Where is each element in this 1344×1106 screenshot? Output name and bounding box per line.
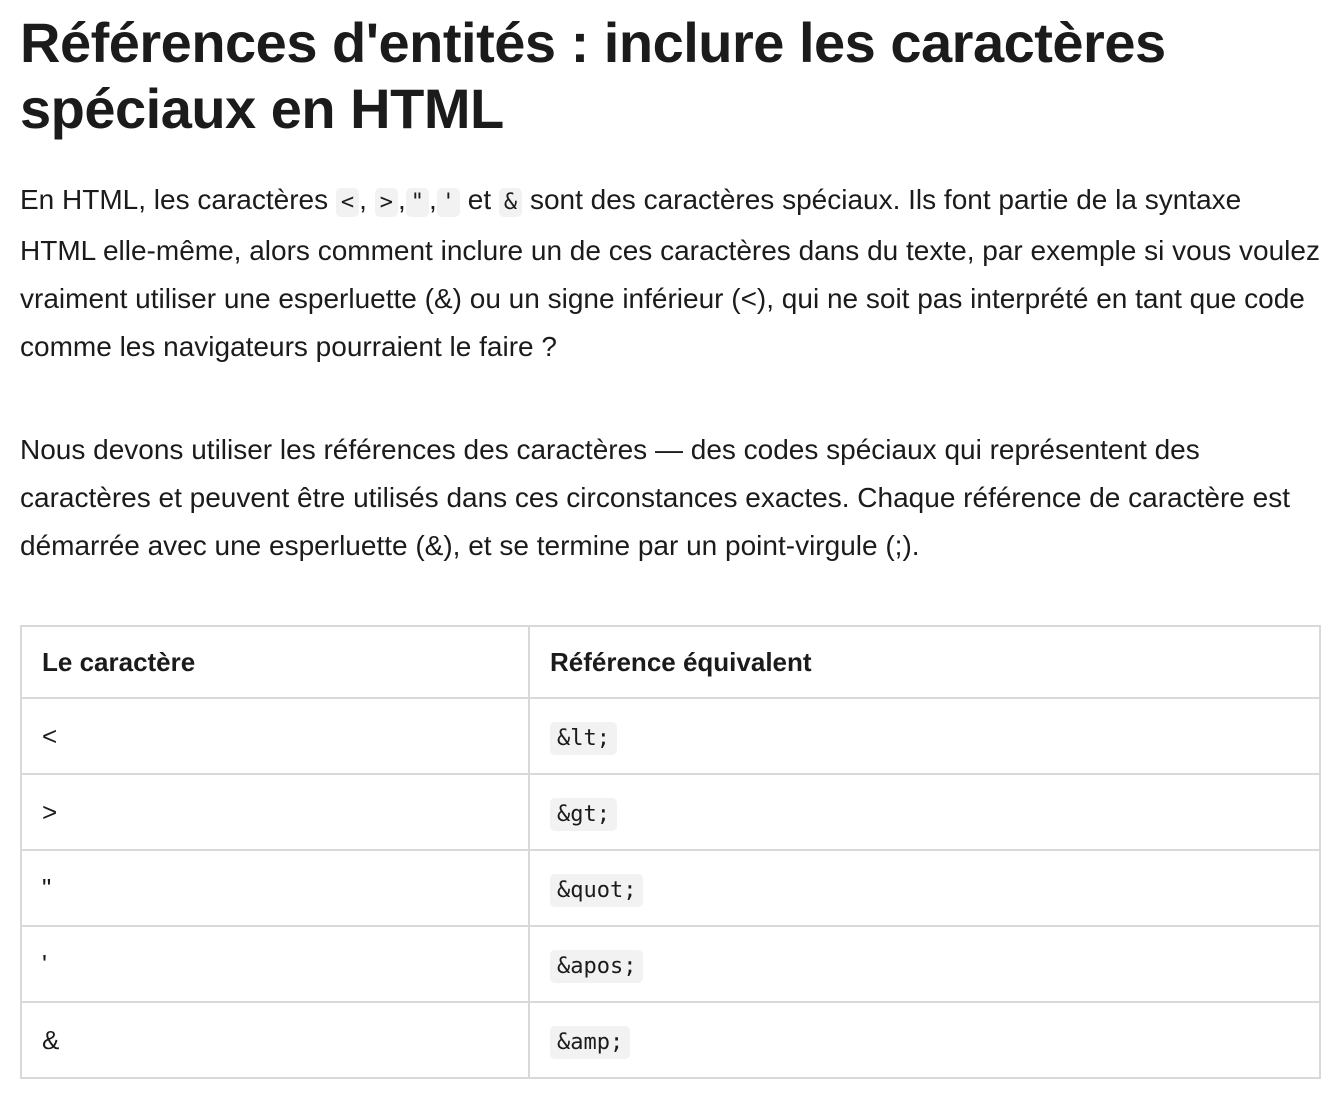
table-header-row: [21, 626, 1320, 698]
table-row: [21, 850, 1320, 926]
article: [0, 10, 1344, 1079]
inline-code-quot: ": [406, 188, 429, 217]
inline-code-gt: >: [375, 188, 398, 217]
intro-separator: ,: [359, 184, 375, 215]
reference-code: &gt;: [550, 798, 617, 831]
reference-code: &lt;: [550, 722, 617, 755]
entity-table: [20, 625, 1321, 1079]
character-cell: ': [21, 926, 529, 1002]
table-row: [21, 926, 1320, 1002]
column-header-reference: Référence équivalent: [529, 626, 1320, 698]
page-title: Références d'entités : inclure les caractères spéciaux en HTML: [20, 11, 1166, 140]
reference-cell: [529, 1002, 1320, 1078]
inline-code-lt: <: [336, 188, 359, 217]
character-cell: &: [21, 1002, 529, 1078]
reference-cell: [529, 774, 1320, 850]
character-cell: ": [21, 850, 529, 926]
table-row: [21, 1002, 1320, 1078]
intro-separator: ,: [428, 184, 437, 215]
references-paragraph: Nous devons utiliser les références des caractères — des codes spéciaux qui représentent des caractères et peuvent être utilisés dans ces circonstances exactes. Chaque référence de caractère est démarrée avec une esperluette (&), et se termine par un point-virgule (;).: [20, 434, 1291, 561]
reference-code: &quot;: [550, 874, 643, 907]
intro-text-before: En HTML, les caractères: [20, 184, 336, 215]
reference-cell: [529, 850, 1320, 926]
table-row: [21, 774, 1320, 850]
reference-code: &apos;: [550, 950, 643, 983]
character-cell: <: [21, 698, 529, 774]
character-cell: >: [21, 774, 529, 850]
intro-paragraph: [20, 176, 1324, 371]
intro-text-after: sont des caractères spéciaux. Ils font partie de la syntaxe HTML elle-même, alors comment inclure un de ces caractères dans du texte, par exemple si vous voulez vraiment utiliser une esperluette (&) ou un signe inférieur (<), qui ne soit pas interprété en tant que code comme les navigateurs pourraient le faire ?: [20, 184, 1320, 362]
table-row: [21, 698, 1320, 774]
reference-cell: [529, 698, 1320, 774]
column-header-character: Le caractère: [21, 626, 529, 698]
inline-code-apos: ': [437, 188, 460, 217]
intro-separator: ,: [397, 184, 406, 215]
reference-code: &amp;: [550, 1026, 630, 1059]
inline-code-amp: &: [499, 188, 522, 217]
reference-cell: [529, 926, 1320, 1002]
intro-separator: et: [460, 184, 499, 215]
